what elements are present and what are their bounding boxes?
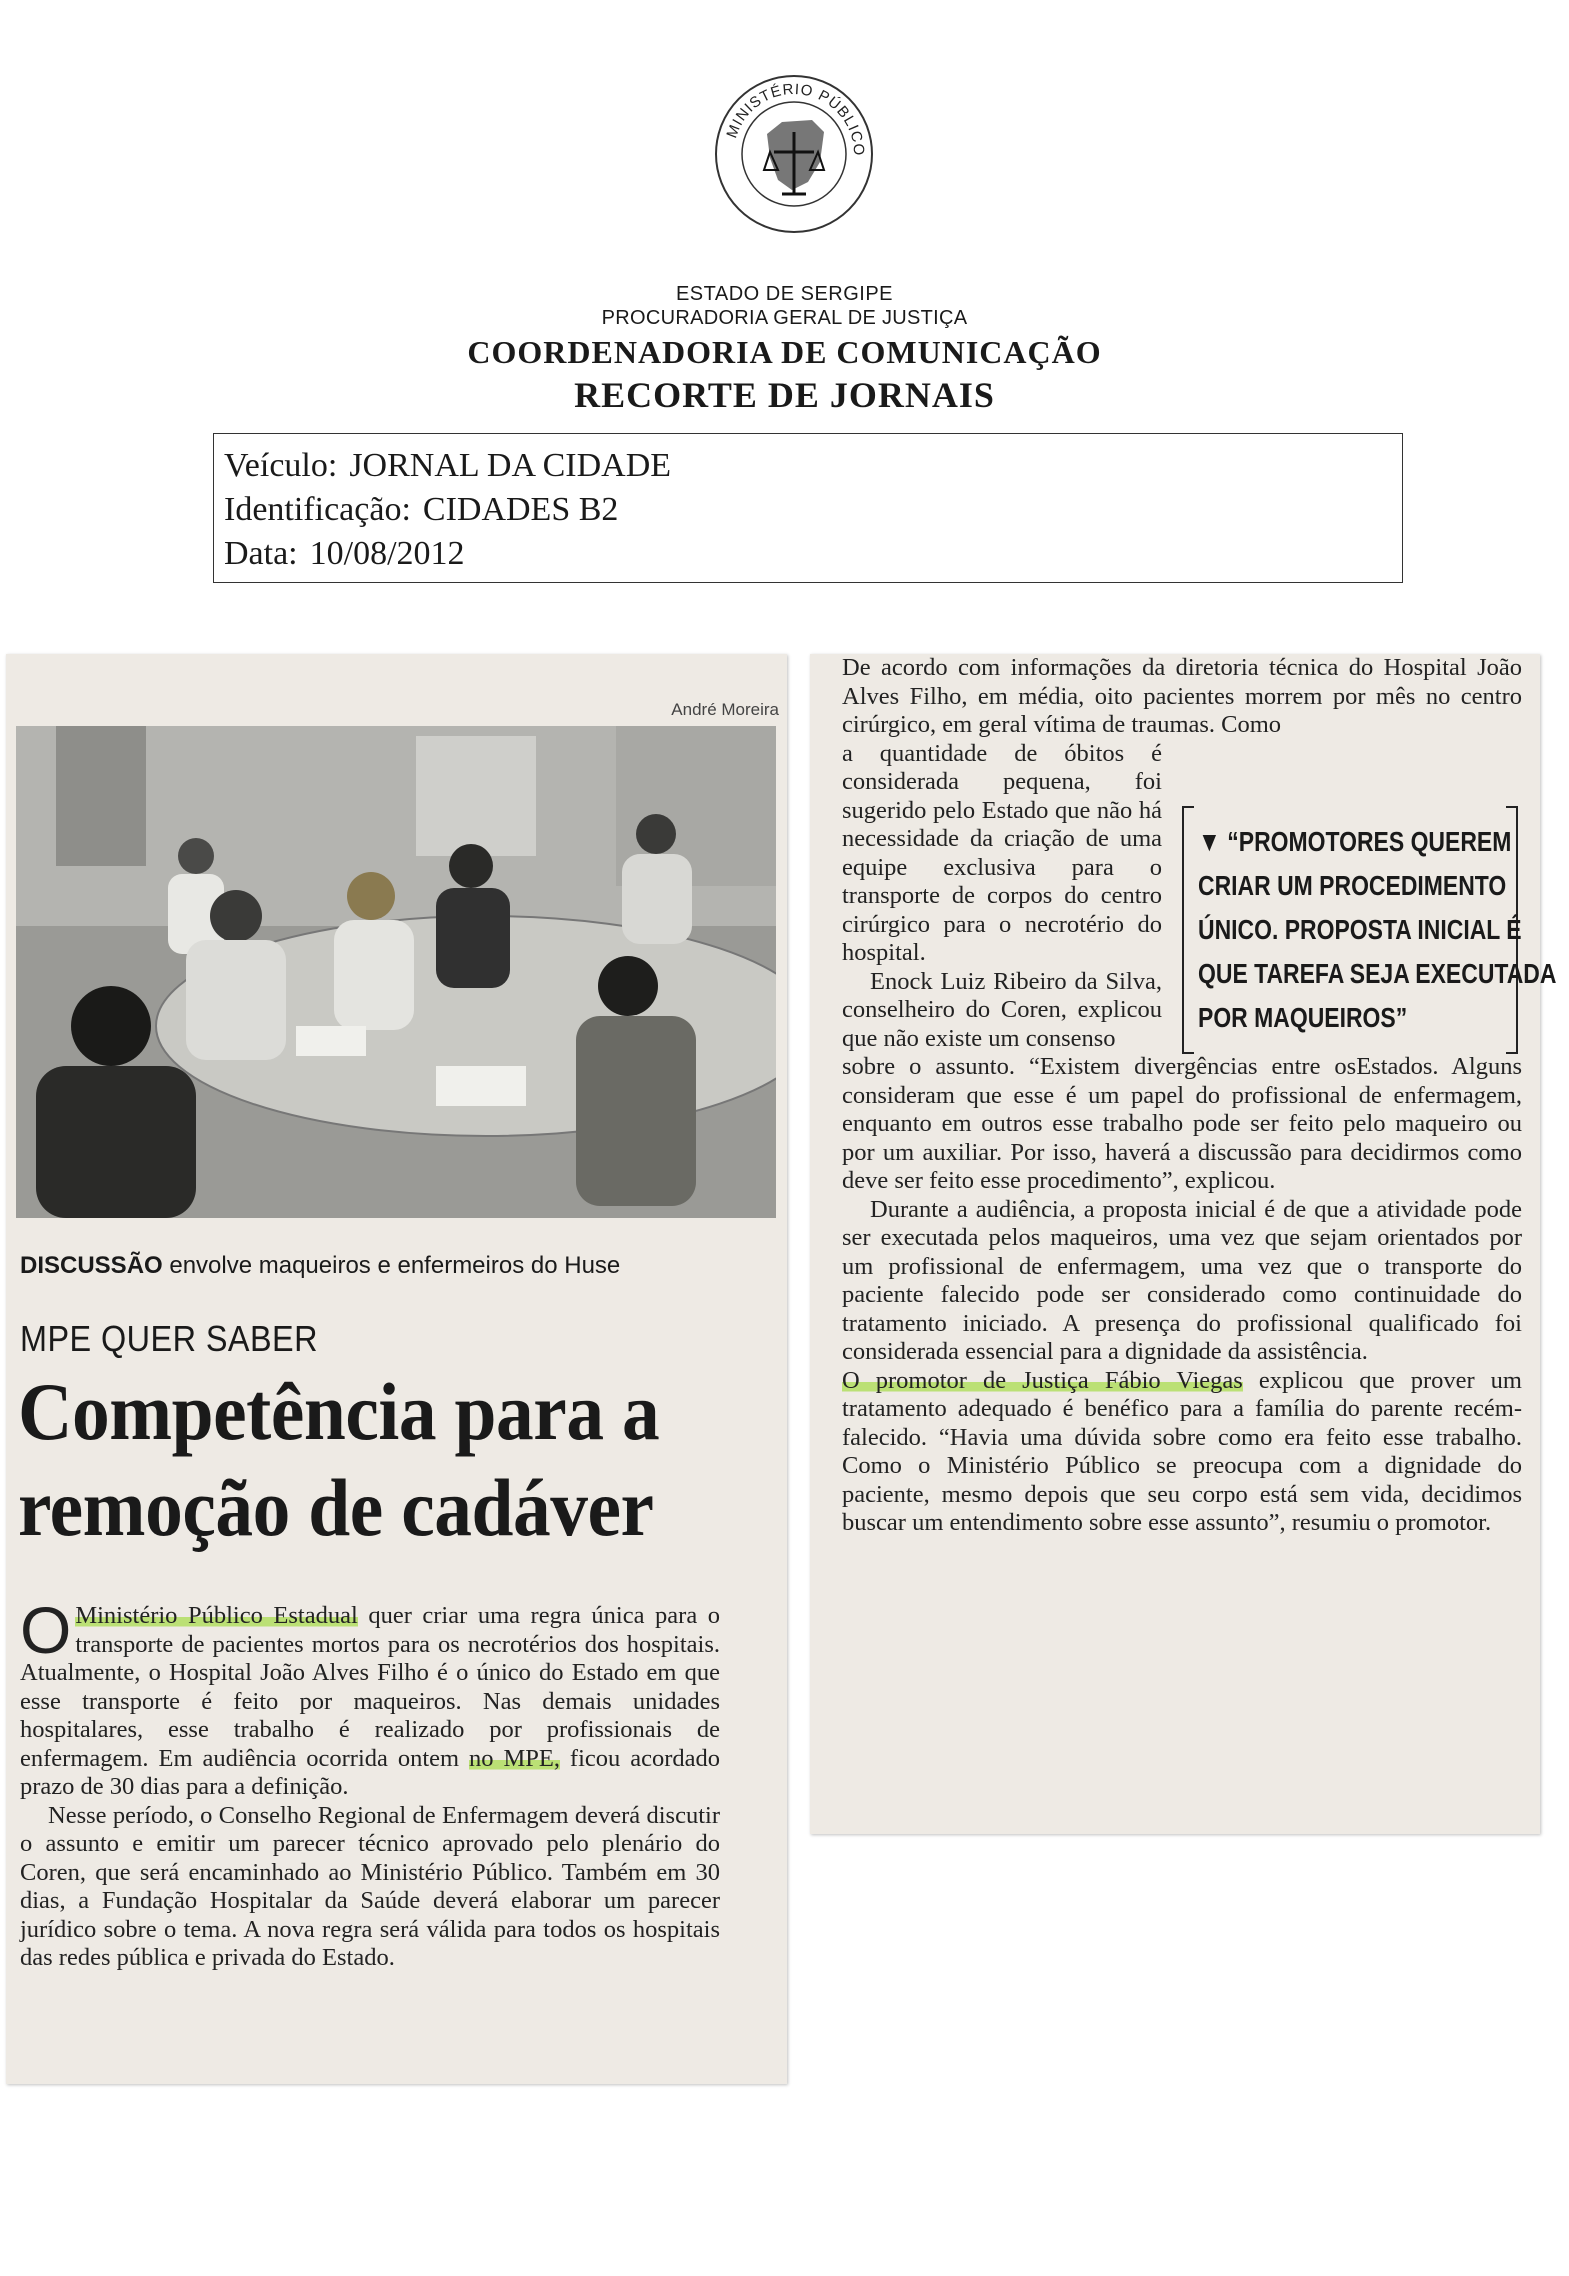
headline-line-2: remoção de cadáver	[18, 1462, 654, 1553]
paragraph-1-text-b: ficou acordado prazo de 30 dias para a definição.	[20, 1744, 720, 1800]
article-headline	[18, 1364, 659, 1556]
article-kicker: MPE QUER SABER	[20, 1318, 318, 1359]
info-data-label: Data:	[224, 535, 298, 572]
info-identificacao	[224, 488, 1392, 532]
paragraph-r1-narrow: a quantidade de óbitos é considerada pequena, foi sugerido pelo Estado que não há necessidade da criação de uma equipe exclusiva para o transporte de corpos do centro cirúrgico para o necrotério do hospital.	[842, 739, 1162, 966]
info-data-value: 10/08/2012	[309, 535, 465, 572]
info-data	[224, 532, 1392, 576]
clipping-right	[810, 654, 1557, 1834]
paragraph-1	[20, 1593, 720, 1802]
paragraph-2: Nesse período, o Conselho Regional de Enfermagem deverá discutir o assunto e emitir um parecer técnico aprovado pelo plenário do Coren, que será encaminhado ao Ministério Público. Também em 30 dias, a Fundação Hospitalar da Saúde deverá elaborar um parecer jurídico sobre o tema. A nova regra será válida para todos os hospitais das redes pública e privada do Estado.	[20, 1801, 720, 1971]
paragraph-r4-text: explicou que prover um tratamento adequado é benéfico para a família do parente recém-falecido. “Havia uma dúvida sobre como era feito esse trabalho. Como o Ministério Público se preocupa com a dignidade do paciente, mesmo depois que seu corpo está sem vida, decidimos buscar um entendimento sobre esse assunto”, resumiu o promotor.	[842, 1366, 1522, 1536]
paragraph-r2-full: sobre o assunto. “Existem divergências entre osEstados. Alguns consideram que esse é um papel do profissional de enfermagem, enquanto em outros esse trabalho pode ser feito pelo maqueiro ou por um auxiliar. Por isso, haverá a discussão para decidirmos como deve ser feito esse procedimento”, explicou.	[842, 1053, 1522, 1194]
photo-caption	[20, 1252, 620, 1280]
highlight-ministerio: Ministério Público Estadual	[75, 1602, 358, 1629]
triangle-down-icon: ▼	[1198, 826, 1221, 857]
highlight-mpe: no MPE,	[469, 1744, 560, 1772]
header-coordenadoria: COORDENADORIA DE COMUNICAÇÃO	[467, 334, 1102, 370]
photo-credit: André Moreira	[671, 700, 779, 719]
paragraph-r4	[842, 1367, 1522, 1538]
info-identificacao-label: Identificação:	[224, 491, 411, 528]
pull-quote-line-2: CRIAR UM PROCEDIMENTO	[1198, 870, 1507, 901]
article-body-right	[842, 654, 1557, 1538]
paragraph-r3: Durante a audiência, a proposta inicial é de que a atividade pode ser executada pelos maqueiros, uma vez que sejam orientados por um profissional de enfermagem, uma vez que o transporte do paciente falecido pode ser considerado como continuidade do tratamento iniciado. A presença do profissional qualificado foi considerada essencial para a dignidade da assistência.	[842, 1195, 1522, 1365]
drop-cap: O	[20, 1593, 72, 1667]
header-state: ESTADO DE SERGIPE	[675, 283, 894, 305]
info-identificacao-value: CIDADES B2	[422, 491, 619, 528]
header-procuradoria: PROCURADORIA GERAL DE JUSTIÇA	[601, 307, 968, 329]
clipping-info-box	[213, 433, 1403, 583]
info-veiculo-value: JORNAL DA CIDADE	[349, 447, 672, 484]
pull-quote-line-1-text: “PROMOTORES QUEREM	[1227, 826, 1512, 857]
clipping-left	[6, 654, 787, 2084]
caption-bold: DISCUSSÃO	[20, 1252, 163, 1279]
pull-quote-line-1	[1198, 820, 1512, 864]
header-recorte: RECORTE DE JORNAIS	[574, 375, 995, 415]
seal-text: MINISTÉRIO PÚBLICO	[723, 80, 868, 157]
paragraph-r1-full: De acordo com informações da diretoria técnica do Hospital João Alves Filho, em média, oito pacientes morrem por mês no centro cirúrgico, em geral vítima de traumas. Como	[842, 654, 1522, 738]
info-veiculo	[224, 444, 1392, 488]
pull-quote-text	[1198, 820, 1557, 1040]
pull-quote-line-4: QUE TAREFA SEJA EXECUTADA	[1198, 958, 1557, 989]
pull-quote-bracket-left	[1182, 806, 1194, 1054]
pull-quote	[1182, 806, 1557, 1054]
article-body-left	[20, 1593, 720, 1973]
caption-rest: envolve maqueiros e enfermeiros do Huse	[162, 1252, 621, 1279]
highlight-promotor: O promotor de Justiça Fábio Viegas	[842, 1366, 1243, 1394]
ministerio-publico-seal	[712, 72, 876, 236]
pull-quote-line-5: POR MAQUEIROS”	[1198, 1002, 1408, 1033]
headline-line-1: Competência para a	[18, 1366, 660, 1457]
paragraph-1-text-a: quer criar uma regra única para o transporte de pacientes mortos para os necrotérios dos hospitais. Atualmente, o Hospital João Alves Filho é o único do Estado em que esse transporte é feito por maqueiros. Nas demais unidades hospitalares, esse trabalho é realizado por profissionais de enfermagem. Em audiência ocorrida ontem	[20, 1602, 720, 1772]
meeting-photo	[16, 726, 776, 1218]
info-veiculo-label: Veículo:	[224, 447, 338, 484]
paragraph-r2-narrow: Enock Luiz Ribeiro da Silva, conselheiro do Coren, explicou que não existe um consenso	[842, 967, 1162, 1052]
pull-quote-line-3: ÚNICO. PROPOSTA INICIAL É	[1198, 914, 1522, 945]
